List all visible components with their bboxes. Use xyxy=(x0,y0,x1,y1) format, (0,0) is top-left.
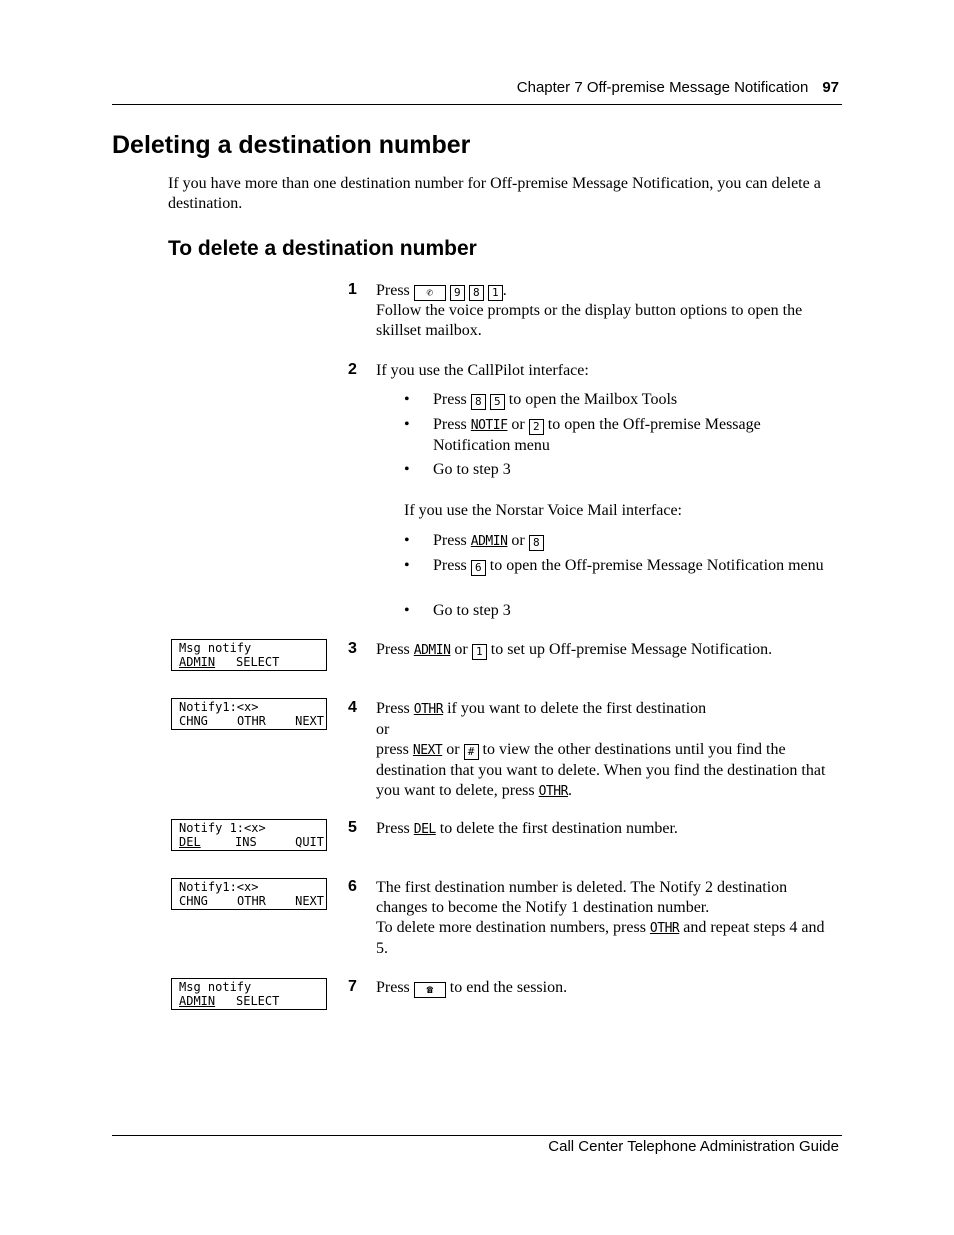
step-text: and repeat steps 4 and 5. xyxy=(376,919,825,957)
step-text: to delete the first destination number. xyxy=(439,820,678,837)
key-1: 1 xyxy=(488,285,503,301)
step-text: Press xyxy=(376,641,410,658)
display-softkeys xyxy=(179,894,326,908)
step-number: 4 xyxy=(348,699,357,716)
key-hash: # xyxy=(464,744,479,760)
step-text: to open the Off-premise Message Notification menu xyxy=(489,557,824,574)
step-text: to open the Off-premise Message Notification menu xyxy=(433,416,761,454)
release-key-icon: ☎ xyxy=(414,982,446,998)
softkey-admin: ADMIN xyxy=(470,534,508,549)
softkey-othr: OTHR xyxy=(413,702,444,717)
header-divider xyxy=(112,104,842,105)
step-text: Press xyxy=(376,979,410,996)
display-line: Notify1:<x> xyxy=(179,880,259,894)
running-footer: Call Center Telephone Administration Guide xyxy=(548,1138,839,1155)
step-text: or xyxy=(511,532,525,549)
step-text: or xyxy=(454,641,468,658)
step-text: Press xyxy=(433,391,467,408)
display-softkey: DEL xyxy=(179,835,201,849)
step-number: 3 xyxy=(348,640,357,657)
softkey-del: DEL xyxy=(413,822,436,837)
step-6-text xyxy=(376,878,838,959)
step-text: . xyxy=(567,782,572,799)
step-text: Press xyxy=(433,557,467,574)
step-number: 1 xyxy=(348,281,357,298)
display-softkey: QUIT xyxy=(295,835,324,849)
phone-display xyxy=(171,698,327,730)
step-text: to set up Off-premise Message Notification. xyxy=(490,641,773,658)
step-number: 2 xyxy=(348,361,357,378)
key-8: 8 xyxy=(529,535,544,551)
key-9: 9 xyxy=(450,285,465,301)
step-text: Press xyxy=(433,416,467,433)
softkey-othr: OTHR xyxy=(538,784,568,799)
key-1: 1 xyxy=(472,644,487,660)
display-softkeys xyxy=(179,714,326,728)
display-line: Notify 1:<x> xyxy=(179,821,266,835)
footer-divider xyxy=(112,1135,842,1136)
step-text: Follow the voice prompts or the display button options to open the skillset mailbox. xyxy=(376,302,803,339)
step-text: Press xyxy=(376,700,410,717)
step-text: or xyxy=(446,741,460,758)
step-text: Press xyxy=(376,820,410,837)
key-5: 5 xyxy=(490,394,505,410)
norstar-intro: If you use the Norstar Voice Mail interface: xyxy=(404,502,682,519)
softkey-notif: NOTIF xyxy=(470,418,508,433)
step-number: 7 xyxy=(348,978,357,995)
step-7-text xyxy=(376,978,838,998)
step-5-text xyxy=(376,819,838,840)
step-text: Press xyxy=(376,282,410,299)
phone-display xyxy=(171,639,327,671)
step-text: if you want to delete the first destination xyxy=(447,700,707,717)
chapter-title: Chapter 7 Off-premise Message Notification xyxy=(516,79,809,96)
key-8: 8 xyxy=(469,285,484,301)
step-text: to open the Mailbox Tools xyxy=(508,391,678,408)
display-softkey: OTHR xyxy=(237,894,266,908)
step-1-text xyxy=(376,281,838,341)
display-softkey: CHNG xyxy=(179,714,208,728)
running-header xyxy=(112,79,839,96)
display-softkey: SELECT xyxy=(236,994,280,1008)
display-line: Msg notify xyxy=(179,980,252,994)
display-softkey: CHNG xyxy=(179,894,208,908)
key-8: 8 xyxy=(471,394,486,410)
display-line: Notify1:<x> xyxy=(179,700,259,714)
step-text: to view the other destinations until you find the destination that you want to delete. When you find the destination that you want to delete, press xyxy=(376,741,826,799)
step-text: Go to step 3 xyxy=(433,461,511,478)
key-2: 2 xyxy=(529,419,544,435)
feature-key-icon: ✆ xyxy=(414,285,446,301)
softkey-admin: ADMIN xyxy=(413,643,451,658)
step-4-text xyxy=(376,699,838,802)
display-softkeys xyxy=(179,994,326,1008)
step-text: press xyxy=(376,741,409,758)
key-6: 6 xyxy=(471,560,486,576)
softkey-othr: OTHR xyxy=(649,921,680,936)
display-softkey: NEXT xyxy=(295,714,324,728)
step-text: to end the session. xyxy=(449,979,568,996)
display-softkey: SELECT xyxy=(236,655,280,669)
intro-paragraph: If you have more than one destination number for Off-premise Message Notification, you can delete a destination. xyxy=(168,175,821,212)
step-text: Press xyxy=(433,532,467,549)
step-number: 6 xyxy=(348,878,357,895)
display-softkey: INS xyxy=(235,835,257,849)
step-number: 5 xyxy=(348,819,357,836)
display-softkey: ADMIN xyxy=(179,655,216,669)
step-text: . xyxy=(502,282,507,299)
step-text: The first destination number is deleted. The Notify 2 destination changes to become the Notify 1 destination number. xyxy=(376,879,788,916)
procedure-title: To delete a destination number xyxy=(168,237,477,260)
step-text: or xyxy=(511,416,525,433)
step-text: To delete more destination numbers, press xyxy=(376,919,646,936)
softkey-next: NEXT xyxy=(412,743,443,758)
display-line: Msg notify xyxy=(179,641,252,655)
page-number: 97 xyxy=(822,79,839,96)
phone-display xyxy=(171,978,327,1010)
display-softkeys xyxy=(179,835,326,849)
display-softkeys xyxy=(179,655,326,669)
step-text: Go to step 3 xyxy=(433,602,511,619)
display-softkey: ADMIN xyxy=(179,994,216,1008)
phone-display xyxy=(171,819,327,851)
page-title: Deleting a destination number xyxy=(112,131,471,159)
display-softkey: OTHR xyxy=(237,714,266,728)
display-softkey: NEXT xyxy=(295,894,324,908)
callpilot-intro: If you use the CallPilot interface: xyxy=(376,362,589,379)
step-text: or xyxy=(376,721,390,738)
step-3-text xyxy=(376,640,838,661)
phone-display xyxy=(171,878,327,910)
